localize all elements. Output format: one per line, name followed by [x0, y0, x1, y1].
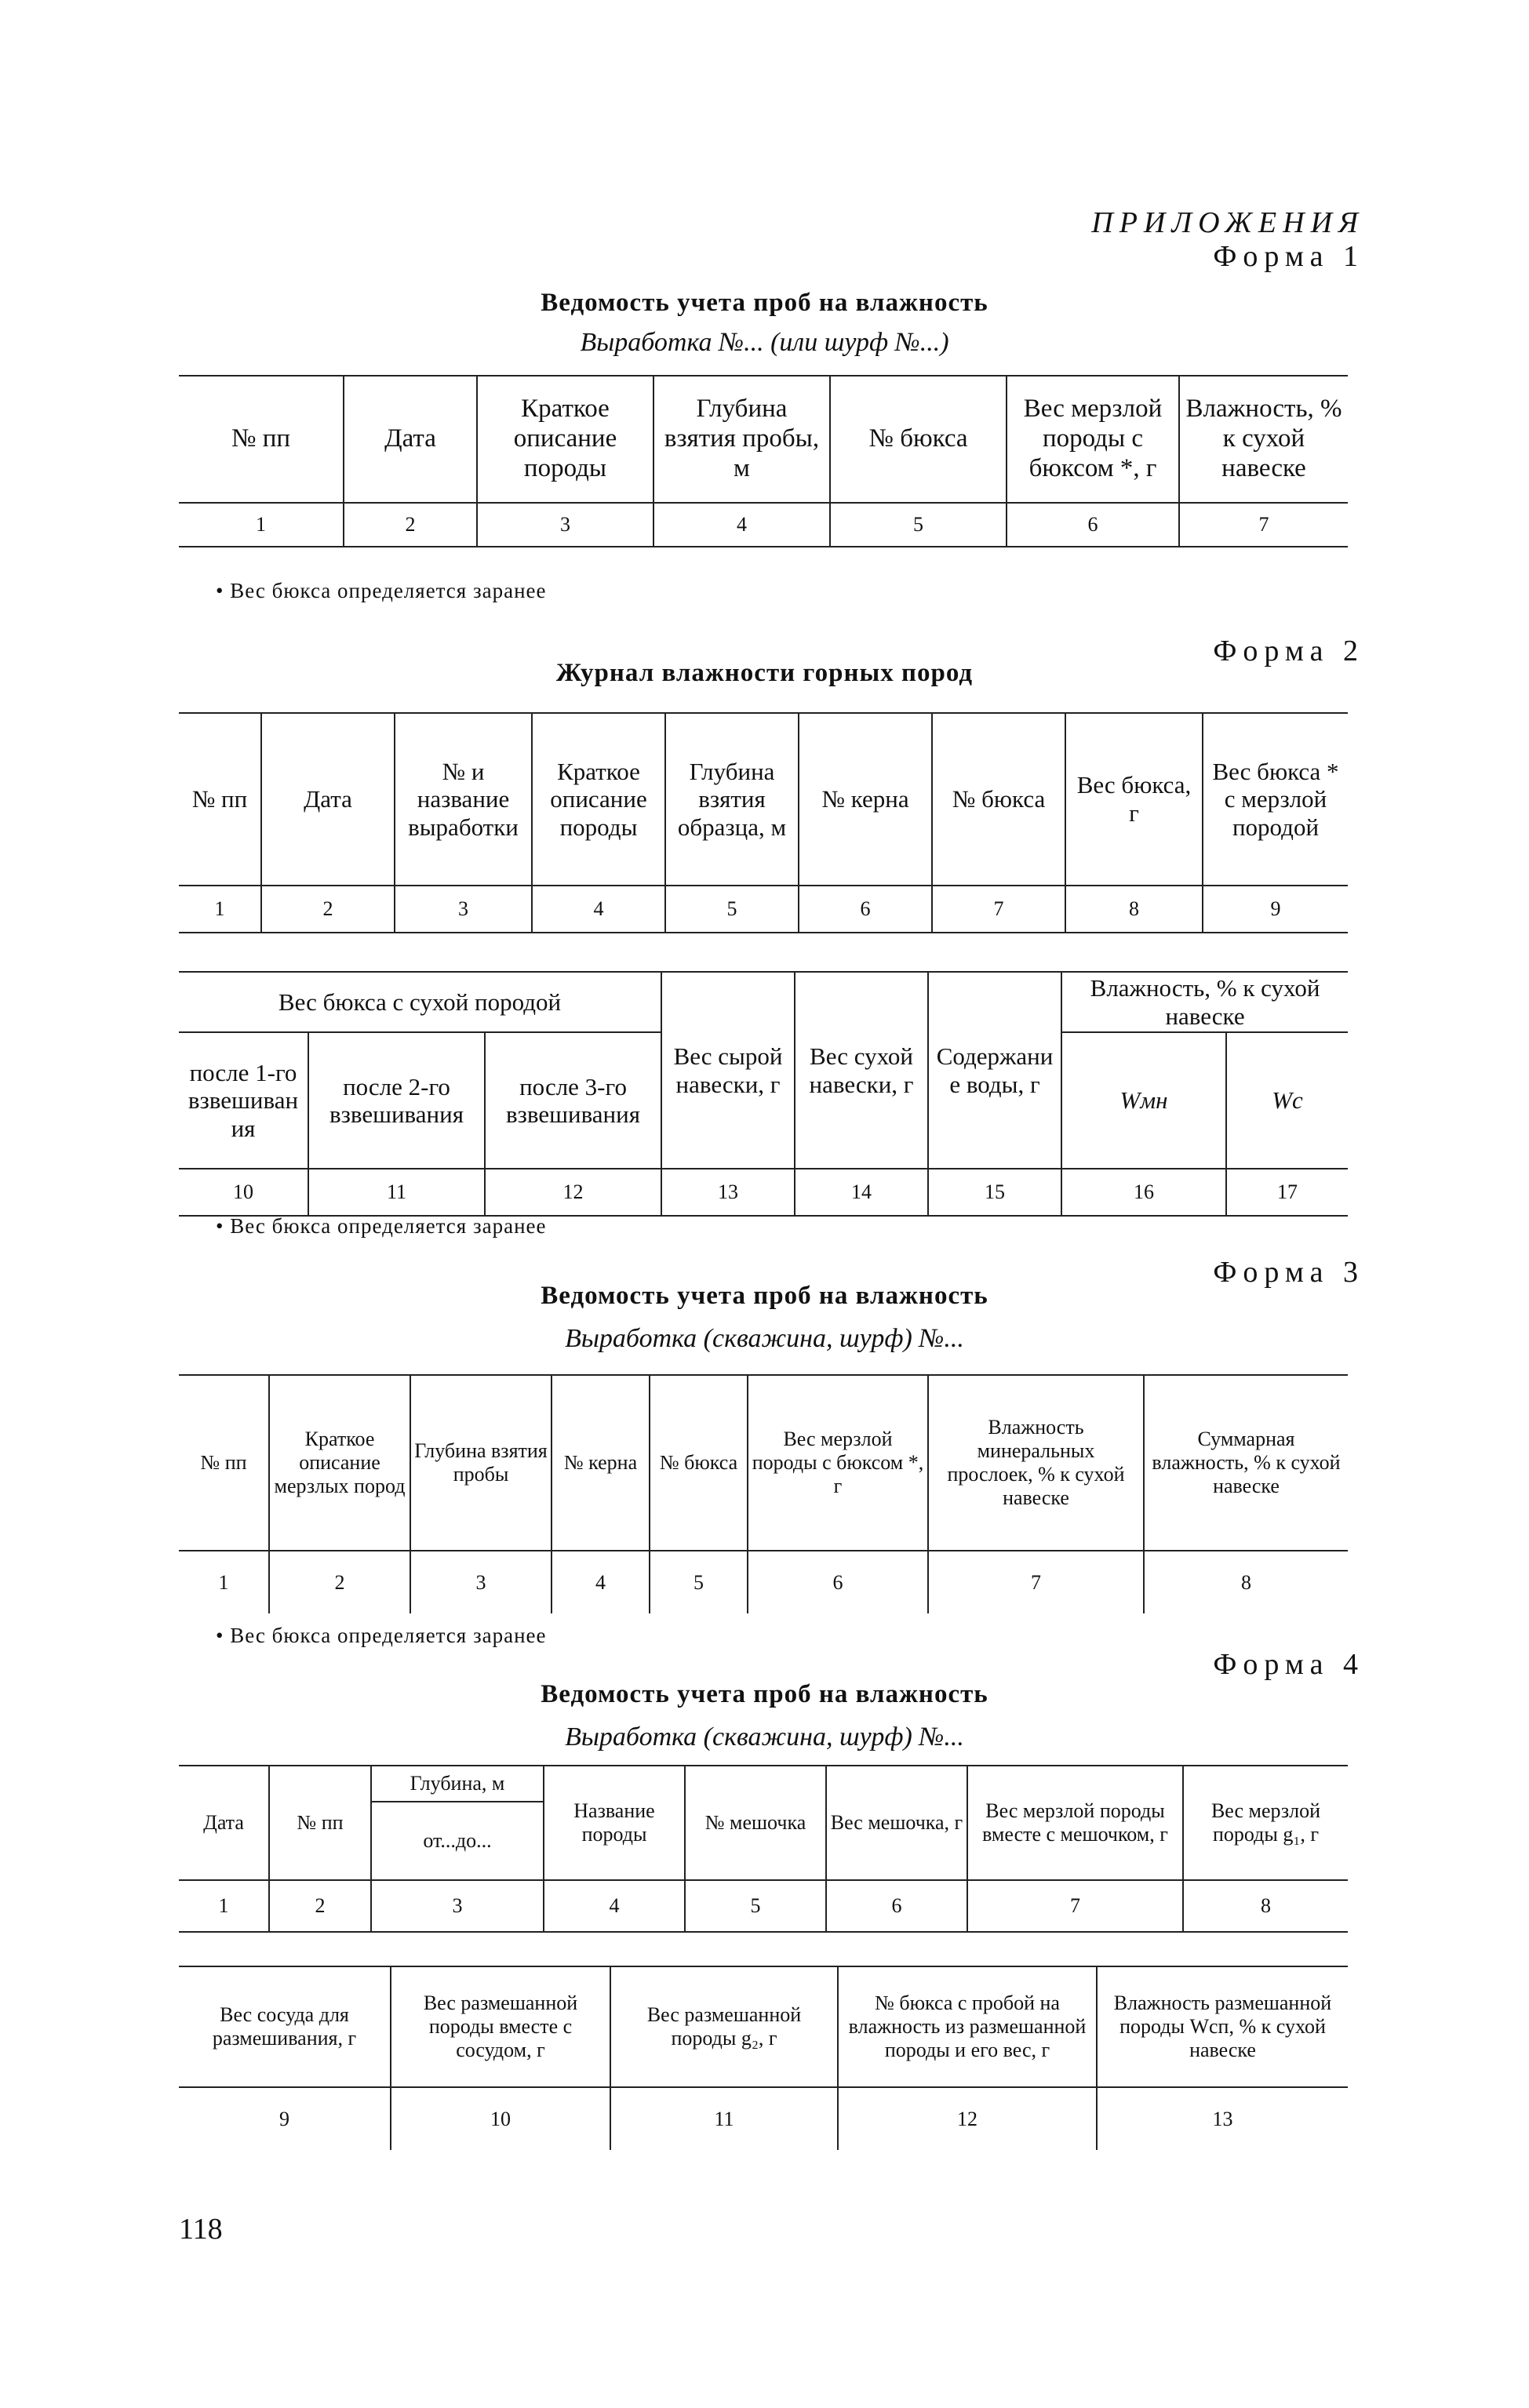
f2-col-bux: № бюкса	[932, 713, 1065, 886]
f3-col-depth: Глубина взятия пробы	[410, 1375, 552, 1551]
f2-num-8: 8	[1065, 886, 1203, 933]
f2-moist-wmn: Wмн	[1061, 1032, 1226, 1169]
f2-col-water: Содержание воды, г	[928, 972, 1061, 1169]
f2-col-wet: Вес сырой навески, г	[661, 972, 795, 1169]
f4-col-mixed-vessel: Вес размешанной породы вместе с сосудом, г	[391, 1966, 610, 2087]
f2-col-bux-weight: Вес бюкса, г	[1065, 713, 1203, 886]
f4-num-7: 7	[967, 1880, 1183, 1932]
f3-num-1: 1	[218, 1570, 229, 1594]
form4-table-a	[179, 1765, 1348, 1933]
f4-num-5: 5	[685, 1880, 826, 1932]
f1-num-5: 5	[830, 503, 1007, 547]
f4-col-bag-weight: Вес мешочка, г	[826, 1766, 967, 1880]
f3-num-5: 5	[650, 1551, 748, 1613]
f2-dry-3: после 3-го взвешивания	[485, 1032, 661, 1169]
f4-col-bag: № мешочка	[685, 1766, 826, 1880]
f1-col-num: № пп	[179, 376, 344, 503]
f1-col-bux: № бюкса	[830, 376, 1007, 503]
f1-num-4: 4	[653, 503, 830, 547]
f2-num-13: 13	[661, 1169, 795, 1216]
f2-num-9: 9	[1203, 886, 1348, 933]
appendix-heading: ПРИЛОЖЕНИЯ	[1091, 206, 1364, 239]
f2-dry-1: после 1-го взвешивания	[179, 1032, 308, 1169]
f4-col-frozen-bag: Вес мерзлой породы вместе с мешочком, г	[967, 1766, 1183, 1880]
form3-subtitle: Выработка (скважина, шурф) №...	[565, 1324, 964, 1353]
form4-subtitle: Выработка (скважина, шурф) №...	[565, 1722, 964, 1751]
f1-num-7: 7	[1179, 503, 1348, 547]
f3-col-num: № пп	[179, 1375, 269, 1551]
form3-table	[179, 1374, 1348, 1613]
f4-col-frozen-g1: Вес мерзлой породы g₁, г	[1183, 1766, 1348, 1880]
f3-col-core: № керна	[552, 1375, 650, 1551]
form1-subtitle: Выработка №... (или шурф №...)	[580, 328, 949, 357]
f3-col-bux: № бюкса	[650, 1375, 748, 1551]
f2-col-desc: Краткое описание породы	[532, 713, 665, 886]
f4-num-2: 2	[269, 1880, 371, 1932]
f2-moist-wc: Wс	[1226, 1032, 1348, 1169]
f4-num-1: 1	[179, 1880, 269, 1932]
f4-num-11: 11	[610, 2087, 838, 2150]
form3-title: Ведомость учета проб на влажность	[541, 1282, 988, 1310]
f4-col-name: Название породы	[544, 1766, 685, 1880]
f2-num-1: 1	[179, 886, 261, 933]
f4-col-mixed-g2: Вес размешанной породы g₂, г	[610, 1966, 838, 2087]
form4-title: Ведомость учета проб на влажность	[541, 1680, 988, 1708]
f1-num-6: 6	[1007, 503, 1179, 547]
f3-col-total: Суммарная влажность, % к сухой навеске	[1144, 1375, 1348, 1551]
f1-col-moisture: Влажность, % к сухой навеске	[1179, 376, 1348, 503]
f3-num-6: 6	[748, 1551, 928, 1613]
f2-num-10: 10	[179, 1169, 308, 1216]
form2-table-a	[179, 712, 1348, 933]
f1-col-weight: Вес мерзлой породы с бюксом *, г	[1007, 376, 1179, 503]
f4-num-3: 3	[371, 1880, 544, 1932]
f2-num-16: 16	[1061, 1169, 1226, 1216]
f3-col-weight: Вес мерзлой породы с бюксом *, г	[748, 1375, 928, 1551]
f2-num-2: 2	[261, 886, 395, 933]
f1-num-3: 3	[477, 503, 653, 547]
f3-col-desc: Краткое описание мерзлых пород	[269, 1375, 410, 1551]
f1-col-desc: Краткое описание породы	[477, 376, 653, 503]
f4-col-vessel: Вес сосуда для размешивания, г	[179, 1966, 391, 2087]
f3-num-7: 7	[928, 1551, 1144, 1613]
form4-label: Форма 4	[1213, 1648, 1364, 1681]
f4-col-bux-sample: № бюкса с пробой на влажность из размешанной породы и его вес, г	[838, 1966, 1097, 2087]
f4-num-10: 10	[391, 2087, 610, 2150]
f4-col-num: № пп	[269, 1766, 371, 1880]
f2-num-4: 4	[532, 886, 665, 933]
form2-label: Форма 2	[1213, 635, 1364, 667]
form1-footnote: • Вес бюкса определяется заранее	[216, 579, 547, 602]
page-number: 118	[179, 2213, 223, 2246]
f2-num-6: 6	[799, 886, 932, 933]
f2-col-mine: № и название выработки	[395, 713, 532, 886]
f3-num-4: 4	[552, 1551, 650, 1613]
f2-col-drysample: Вес сухой навески, г	[795, 972, 928, 1169]
form3-footnote: • Вес бюкса определяется заранее	[216, 1624, 547, 1647]
f2-num-17: 17	[1226, 1169, 1348, 1216]
f2-col-date: Дата	[261, 713, 395, 886]
f4-group-depth: Глубина, м	[371, 1766, 544, 1802]
f2-dry-2: после 2-го взвешивания	[308, 1032, 485, 1169]
f3-col-mineral: Влажность минеральных прослоек, % к сухой навеске	[928, 1375, 1144, 1551]
form4-table-b	[179, 1966, 1348, 2150]
f2-num-3: 3	[395, 886, 532, 933]
f4-num-4: 4	[544, 1880, 685, 1932]
f1-num-2: 2	[344, 503, 477, 547]
f4-col-mixed-moisture: Влажность размешанной породы Wсп, % к сухой навеске	[1097, 1966, 1348, 2087]
f1-col-depth: Глубина взятия пробы, м	[653, 376, 830, 503]
f4-num-8: 8	[1183, 1880, 1348, 1932]
form1-label: Форма 1	[1213, 240, 1364, 273]
f4-num-13: 13	[1097, 2087, 1348, 2150]
f3-num-3: 3	[410, 1551, 552, 1613]
f2-num-11: 11	[308, 1169, 485, 1216]
f2-col-core: № керна	[799, 713, 932, 886]
f2-col-depth: Глубина взятия образца, м	[665, 713, 799, 886]
f2-num-14: 14	[795, 1169, 928, 1216]
f3-num-8: 8	[1144, 1551, 1348, 1613]
f1-num-1: 1	[179, 503, 344, 547]
form2-title: Журнал влажности горных пород	[555, 659, 974, 687]
f4-col-date: Дата	[179, 1766, 269, 1880]
f2-num-12: 12	[485, 1169, 661, 1216]
form1-table	[179, 375, 1348, 547]
f4-num-9: 9	[279, 2107, 289, 2130]
f2-group-moist: Влажность, % к сухой навеске	[1061, 972, 1348, 1032]
f2-num-7: 7	[932, 886, 1065, 933]
f1-col-date: Дата	[344, 376, 477, 503]
form2-footnote: • Вес бюкса определяется заранее	[216, 1214, 547, 1238]
f2-group-dry: Вес бюкса с сухой породой	[179, 972, 661, 1032]
f2-col-bux-frozen: Вес бюкса * с мерзлой породой	[1203, 713, 1348, 886]
f3-num-2: 2	[269, 1551, 410, 1613]
form2-table-b	[179, 971, 1348, 1217]
f4-num-12: 12	[838, 2087, 1097, 2150]
form3-label: Форма 3	[1213, 1256, 1364, 1289]
f2-col-num: № пп	[179, 713, 261, 886]
form1-title: Ведомость учета проб на влажность	[541, 289, 988, 317]
f4-num-6: 6	[826, 1880, 967, 1932]
f4-depth-range: от...до...	[371, 1802, 544, 1880]
f2-num-5: 5	[665, 886, 799, 933]
f2-num-15: 15	[928, 1169, 1061, 1216]
